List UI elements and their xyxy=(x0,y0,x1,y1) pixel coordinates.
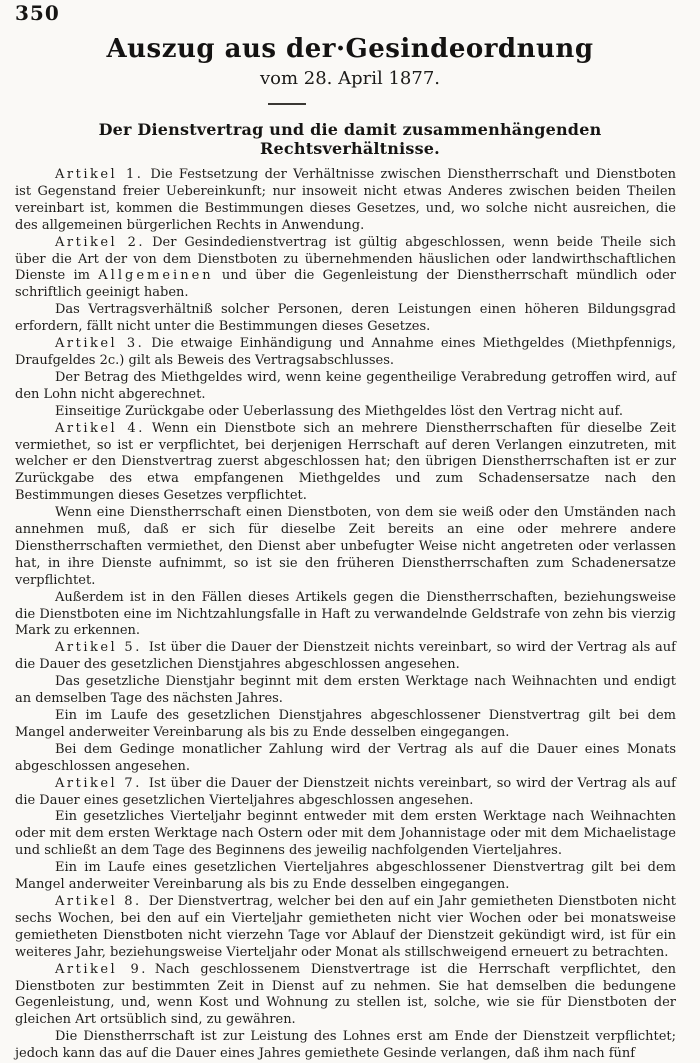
document-body xyxy=(0,167,700,1063)
paragraph xyxy=(15,1029,676,1063)
paragraph-text: Nach geschlossenem Dienstvertrage ist die Herrschaft verpflichtet, den Dienstboten zur bestimmten Zeit in Dienst auf zu nehmen. Sie hat demselben die bedungene Gegenleistung, und, wenn Kost und Wohnung zu stellen ist, solche, wie sie für Dienstboten der gleichen Art ortsüblich sind, zu gewähren. xyxy=(15,961,676,1028)
paragraph-text: Einseitige Zurückgabe oder Ueberlassung des Miethgeldes löst den Vertrag nicht auf. xyxy=(55,403,623,419)
article-label: Artikel 7. xyxy=(55,775,142,791)
paragraph-artikel-2 xyxy=(15,235,676,303)
paragraph-text: Das Vertragsverhältniß solcher Personen, deren Leistungen einen höheren Bildungsgrad erfordern, fällt nicht unter die Bestimmungen dieses Gesetzes. xyxy=(15,302,676,335)
paragraph-artikel-5 xyxy=(15,640,676,674)
letterspaced-word: Allgemeinen xyxy=(98,268,214,284)
paragraph-text: Wenn eine Dienstherrschaft einen Dienstboten, von dem sie weiß oder den Umständen nach annehmen muß, daß er sich für dieselbe Zeit bereits an eine oder mehrere andere Dienstherrschaften vermiethet, den Dienst aber unbefugter Weise nicht angetreten oder verlassen hat, in ihre Dienste aufnimmt, so ist sie den früheren Dienstherrschaften zum Schadenersatze verpflichtet. xyxy=(15,505,676,588)
paragraph xyxy=(15,505,676,590)
paragraph xyxy=(15,302,676,336)
header-divider xyxy=(268,103,306,105)
paragraph-text: und über die Gegenleistung der Dienstherrschaft mündlich oder schriftlich geeinigt haben. xyxy=(15,268,676,301)
paragraph-text: Ist über die Dauer der Dienstzeit nichts vereinbart, so wird der Vertrag als auf die Dauer des gesetzlichen Dienstjahres abgeschlossen angesehen. xyxy=(15,640,676,673)
paragraph-artikel-1 xyxy=(15,167,676,235)
article-label: Artikel 1. xyxy=(55,167,144,182)
paragraph xyxy=(15,708,676,742)
paragraph-artikel-7 xyxy=(15,776,676,810)
paragraph xyxy=(15,860,676,894)
paragraph xyxy=(15,809,676,860)
paragraph xyxy=(15,370,676,404)
paragraph xyxy=(15,404,676,421)
article-label: Artikel 4. xyxy=(55,420,145,436)
page-number: 350 xyxy=(15,1,60,25)
document-date-line: vom 28. April 1877. xyxy=(259,68,441,89)
paragraph-text: Der Gesindedienstvertrag ist gültig abgeschlossen, wenn beide Theile sich über die Art der von dem Dienstboten zu übernehmenden häuslichen oder landwirthschaftlichen Dienste im xyxy=(15,234,677,284)
paragraph xyxy=(15,590,676,641)
paragraph-text: Die Dienstherrschaft ist zur Leistung des Lohnes erst am Ende der Dienstzeit verpflichtet; jedoch kann das auf die Dauer eines Jahres gemiethete Gesinde verlangen, daß ihm nach fünf xyxy=(15,1029,676,1062)
document-title: Auszug aus der·Gesindeordnung xyxy=(106,34,594,64)
paragraph-text: Der Dienstvertrag, welcher bei den auf ein Jahr gemietheten Dienstboten nicht sechs Wochen, bei den auf ein Vierteljahr gemietheten nicht vier Wochen oder bei monatsweise gemietheten Dienstboten nicht vierzehn Tage vor Ablauf der Dienstzeit gekündigt wird, ist für ein weiteres Jahr, beziehungsweise Vierteljahr oder Monat als stillschweigend erneuert zu betrachten. xyxy=(15,893,677,960)
paragraph-text: Außerdem ist in den Fällen dieses Artikels gegen die Dienstherrschaften, beziehungsweise die Dienstboten eine im Nichtzahlungsfalle in Haft zu verwandelnde Geldstrafe von zehn bis vierzig Mark zu erkennen. xyxy=(15,589,676,639)
paragraph-text: Die Festsetzung der Verhältnisse zwischen Dienstherrschaft und Dienstboten ist Gegenstand freier Uebereinkunft; nur insoweit nicht etwas Anderes zwischen beiden Theilen vereinbart ist, kommen die Bestimmungen dieses Gesetzes, und, wo solche nicht ausreichen, die des allgemeinen bürgerlichen Rechts in Anwendung. xyxy=(15,167,677,233)
article-label: Artikel 5. xyxy=(55,640,142,656)
paragraph xyxy=(15,742,676,776)
article-label: Artikel 8. xyxy=(55,893,142,909)
paragraph-text: Ein im Laufe des gesetzlichen Dienstjahres abgeschlossener Dienstvertrag gilt bei dem Mangel anderweiter Vereinbarung als bis zu Ende desselben eingegangen. xyxy=(15,708,676,740)
article-label: Artikel 9. xyxy=(55,961,148,977)
paragraph-artikel-4 xyxy=(15,421,676,506)
paragraph-text: Wenn ein Dienstbote sich an mehrere Dienstherrschaften für dieselbe Zeit vermiethet, so ist er verpflichtet, bei derjenigen Herrschaft auf deren Verlangen einzutreten, mit welcher er den Dienstvertrag zuerst abgeschlossen hat; den übrigen Dienstherrschaften ist er zur Zurückgabe des etwa empfangenen Miethgeldes und zum Schadensersatze nach den Bestimmungen dieses Gesetzes verpflichtet. xyxy=(15,420,676,504)
paragraph-text: Das gesetzliche Dienstjahr beginnt mit dem ersten Werktage nach Weihnachten und endigt an demselben Tage des nächsten Jahres. xyxy=(15,674,676,707)
article-label: Artikel 3. xyxy=(55,336,145,352)
paragraph xyxy=(15,674,676,708)
paragraph-text: Die etwaige Einhändigung und Annahme eines Miethgeldes (Miethpfennigs, Draufgeldes 2c.) gilt als Beweis des Vertragsabschlusses. xyxy=(15,336,676,368)
paragraph-text: Ein gesetzliches Vierteljahr beginnt entweder mit dem ersten Werktage nach Weihnachten oder mit dem ersten Werktage nach Ostern oder mit dem Johannistage oder mit dem Michaelistage und schließt an dem Tage des Beginnens des jeweilig nachfolgenden Vierteljahres. xyxy=(15,809,676,859)
paragraph-text: Ein im Laufe eines gesetzlichen Vierteljahres abgeschlossener Dienstvertrag gilt bei dem Mangel anderweiter Vereinbarung als bis zu Ende desselben eingegangen. xyxy=(15,860,676,893)
section-heading: Der Dienstvertrag und die damit zusammenhängenden Rechtsverhältnisse. xyxy=(98,120,602,158)
article-label: Artikel 2. xyxy=(55,234,146,250)
paragraph-artikel-8 xyxy=(15,894,676,962)
paragraph-text: Der Betrag des Miethgeldes wird, wenn keine gegentheilige Verabredung getroffen wird, auf den Lohn nicht abgerechnet. xyxy=(15,369,676,402)
paragraph-artikel-3 xyxy=(15,336,676,370)
paragraph-artikel-9 xyxy=(15,962,676,1030)
paragraph-text: Ist über die Dauer der Dienstzeit nichts vereinbart, so wird der Vertrag als auf die Dauer eines gesetzlichen Vierteljahres abgeschlossen angesehen. xyxy=(15,775,676,808)
paragraph-text: Bei dem Gedinge monatlicher Zahlung wird der Vertrag als auf die Dauer eines Monats abgeschlossen angesehen. xyxy=(15,741,676,774)
